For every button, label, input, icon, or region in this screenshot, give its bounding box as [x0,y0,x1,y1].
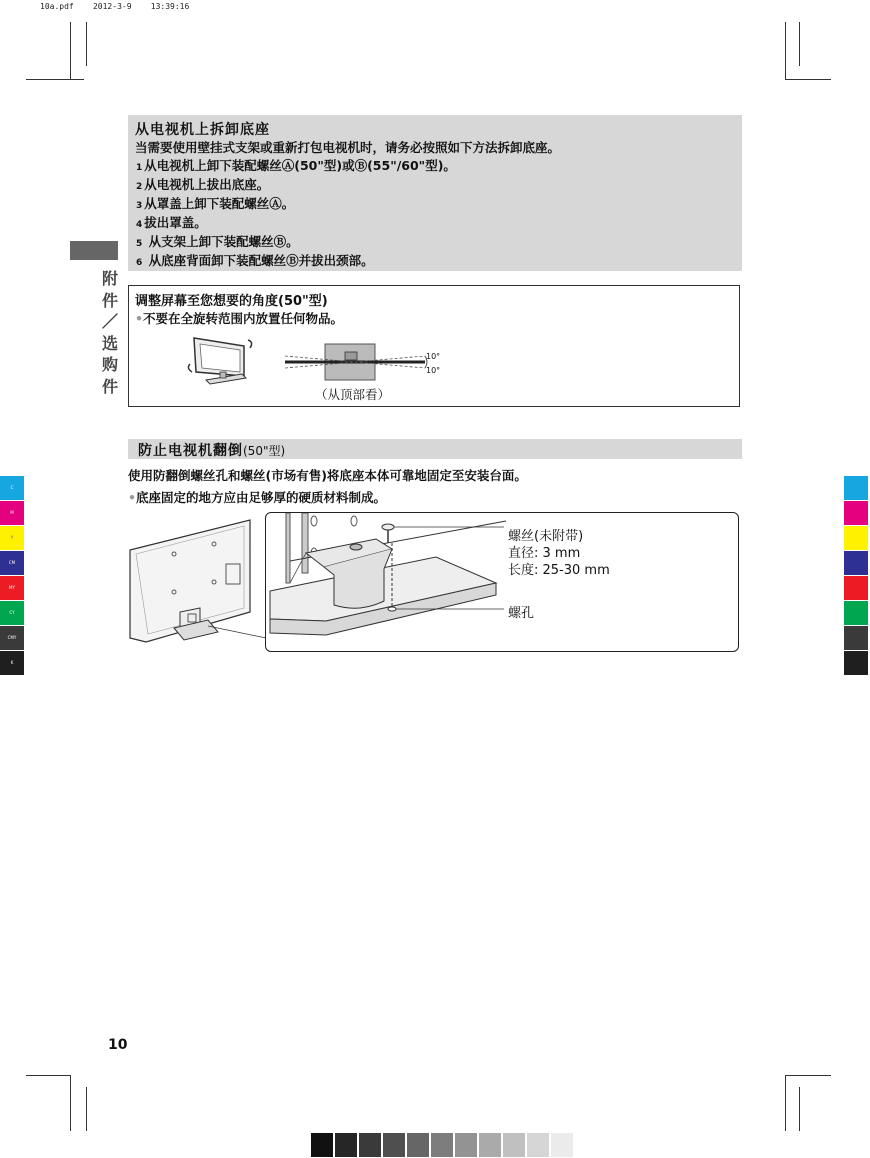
gray-swatch [551,1133,573,1157]
screw-diameter: 直径: 3 mm [508,546,581,561]
step-item [136,156,456,174]
gray-swatch [503,1133,525,1157]
color-chip: CM [0,551,24,575]
crop-mark [785,22,786,80]
anchor-detail-illustration [266,513,738,651]
gray-scale-strip [311,1133,575,1157]
gray-swatch [455,1133,477,1157]
bullet-dot: • [135,311,143,326]
crop-mark [799,1087,800,1131]
crop-mark [785,1075,786,1131]
section-title-main: 防止电视机翻倒 [138,443,243,459]
bullet-text: 不要在全旋转范围内放置任何物品。 [143,311,344,326]
side-tab-char: 件 [101,376,118,396]
gray-swatch [431,1133,453,1157]
crop-mark [70,1075,71,1131]
side-tab-char: 选 [101,333,118,353]
color-chip: C [0,476,24,500]
step-number: 2 [136,182,143,192]
side-tab-char: 件 [101,290,118,310]
color-chip [844,601,868,625]
step-number: 5 [136,239,143,249]
gray-swatch [311,1133,333,1157]
color-chip: Y [0,526,24,550]
side-tab-marker [70,241,118,260]
crop-mark [86,22,87,66]
bullet-dot: • [128,490,136,505]
section-intro: 当需要使用壁挂式支架或重新打包电视机时，请务必按照如下方法拆卸底座。 [135,140,561,155]
bullet-item [128,488,386,506]
color-chip [844,626,868,650]
screw-length: 长度: 25-30 mm [508,563,610,578]
crop-mark [786,79,831,80]
gray-swatch [335,1133,357,1157]
step-text: 拔出罩盖。 [144,215,207,230]
color-chip: MY [0,576,24,600]
prevent-tip-section-header [128,439,742,459]
color-chip: CMY [0,626,24,650]
screw-label: 螺丝(未附带) [508,529,584,544]
side-tab-char: 购 [101,355,118,374]
step-item [136,175,269,193]
crop-mark [799,22,800,66]
step-text: 从支架上卸下装配螺丝Ⓑ。 [148,234,299,249]
bullet-text: 底座固定的地方应由足够厚的硬质材料制成。 [136,490,387,505]
section-title-sub: (50"型) [243,444,286,458]
angle-label-top: 10° [426,352,441,361]
header-date: 2012-3-9 [92,2,132,11]
step-item [136,251,374,269]
side-tab-char: ／ [101,312,118,331]
side-tab-label [96,268,124,397]
crop-mark [70,22,71,80]
top-view-diagram [279,340,459,384]
color-chip [844,551,868,575]
section-title: 调整屏幕至您想要的角度(50"型) [135,294,328,309]
step-number: 3 [136,201,143,211]
step-text: 从电视机上卸下装配螺丝Ⓐ(50"型)或Ⓑ(55"/60"型)。 [144,158,456,173]
gray-swatch [479,1133,501,1157]
tv-back-illustration [126,516,266,644]
view-caption: （从顶部看） [315,387,391,402]
color-chip [844,476,868,500]
bullet-item [135,309,343,327]
crop-mark [786,1075,831,1076]
gray-swatch [359,1133,381,1157]
header-file: 10a.pdf [40,2,74,11]
section-title: 从电视机上拆卸底座 [135,122,270,138]
step-number: 4 [136,220,143,230]
section-title [138,440,285,460]
anchor-detail-box [265,512,739,652]
step-item [136,213,207,231]
gray-swatch [407,1133,429,1157]
color-chip: M [0,501,24,525]
angle-label-bottom: 10° [426,366,441,375]
crop-mark [26,79,84,80]
crop-mark [26,1075,70,1076]
tv-swivel-illustration [184,330,264,388]
adjust-angle-section [128,285,740,407]
color-chip [844,501,868,525]
crop-mark [86,1087,87,1131]
gray-swatch [383,1133,405,1157]
step-item [136,194,294,212]
side-tab-char: 附 [101,269,118,288]
page-number: 10 [108,1037,128,1053]
remove-stand-section [128,115,742,271]
screw-hole-label: 螺孔 [508,606,535,621]
step-number: 6 [136,258,143,268]
color-chip: K [0,651,24,675]
step-text: 从底座背面卸下装配螺丝Ⓑ并拔出颈部。 [148,253,374,268]
header-time: 13:39:16 [150,2,190,11]
color-chip [844,576,868,600]
section-body: 使用防翻倒螺丝孔和螺丝(市场有售)将底座本体可靠地固定至安装台面。 [128,468,527,483]
color-chip [844,651,868,675]
step-text: 从电视机上拔出底座。 [144,177,270,192]
color-chip: CY [0,601,24,625]
step-number: 1 [136,163,143,173]
color-chip [844,526,868,550]
print-header [40,2,189,11]
gray-swatch [527,1133,549,1157]
step-text: 从罩盖上卸下装配螺丝Ⓐ。 [144,196,295,211]
step-item [136,232,299,250]
